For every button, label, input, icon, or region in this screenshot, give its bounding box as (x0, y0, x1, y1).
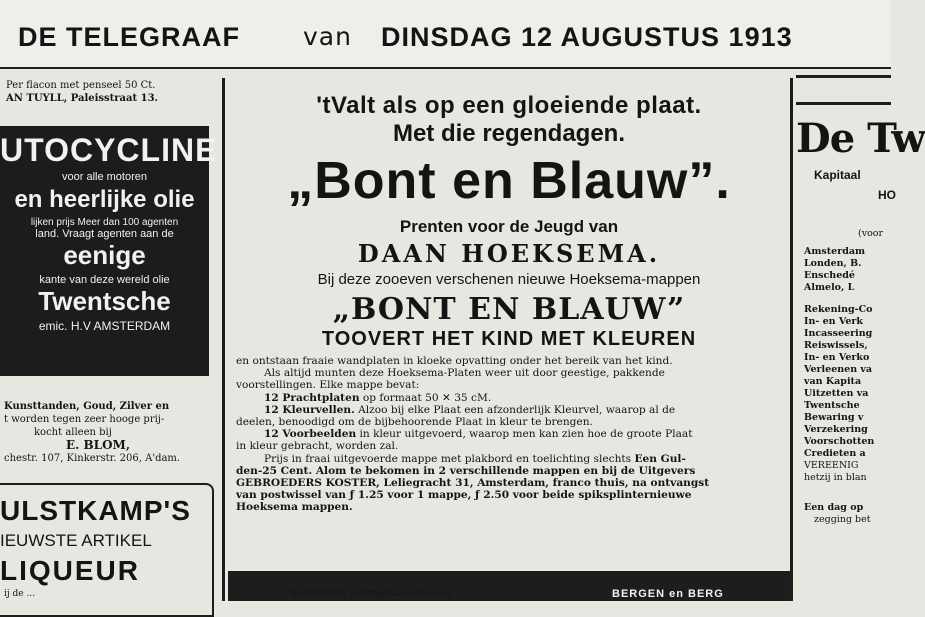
bottom-right-text: BERGEN en BERG (612, 588, 724, 600)
autocycline-brand: UTOCYCLINE (0, 132, 218, 168)
ad-title: „Bont en Blauw”. (287, 152, 731, 210)
right-l2-9: Bewaring v (804, 412, 864, 423)
right-l2-8: Twentsche (804, 400, 860, 411)
right-l2-10: Verzekering (804, 424, 868, 435)
item1-bold: 12 Prachtplaten (264, 391, 360, 404)
right-line-d: Almelo, L (804, 282, 855, 293)
tuyll-text: AN TUYLL, Paleisstraat 13. (6, 93, 159, 104)
kunst-line1: Kunsttanden, Goud, Zilver en (4, 401, 170, 412)
masthead-van: van (303, 22, 352, 51)
right-ho: HO (878, 188, 896, 202)
right-l2-14: hetzij in blan (804, 472, 867, 483)
autocycline-chem: emic. H.V AMSTERDAM (38, 319, 171, 333)
item3-cont: in kleur gebracht, worden zal. (236, 440, 399, 453)
autocycline-sub: voor alle motoren (62, 171, 147, 183)
right-zegging: zegging bet (814, 514, 871, 525)
right-line-a: Amsterdam (804, 246, 866, 257)
hulstkamp-sub: IEUWSTE ARTIKEL (0, 531, 152, 550)
p2-line: den-25 Cent. Alom te bekomen in 2 verschillende mappen en bij de Uitgevers (236, 464, 696, 477)
masthead (0, 0, 891, 70)
body-line-3: voorstellingen. Elke mappe bevat: (236, 379, 420, 392)
column-rule-left (222, 78, 225, 601)
body-line-1: en ontstaan fraaie wandplaten in kloeke opvatting onder het bereik van het kind. (236, 355, 673, 367)
bottom-left-text: ij de ... (4, 589, 36, 599)
flacon-text: Per flacon met penseel 50 Ct. (6, 80, 156, 91)
bottom-strip (0, 588, 891, 601)
item2-cont: deelen, benoodigd om de bijbehoorende Plaat in kleur te brengen. (236, 416, 593, 429)
left-column (0, 78, 222, 601)
right-l2-4: In- en Verko (804, 352, 870, 363)
right-l2-6: van Kapita (804, 376, 862, 387)
ad-bij: Bij deze zooeven verschenen nieuwe Hoeksema-mappen (317, 271, 701, 288)
right-line-c: Enschedé (804, 270, 855, 281)
ad-prenten: Prenten voor de Jeugd van (399, 217, 619, 236)
autocycline-ad (0, 126, 218, 376)
right-column (796, 78, 925, 601)
right-l2-2: Incasseering (804, 328, 873, 339)
item3-text: in kleur uitgevoerd, waarop men kan zien hoe de groote Plaat (359, 428, 693, 441)
ad-author: DAAN HOEKSEMA. (357, 239, 661, 268)
right-kapitaal: Kapitaal (814, 168, 861, 182)
right-l2-0: Rekening-Co (804, 304, 873, 315)
autocycline-line1: lijken prijs Meer dan 100 agenten (30, 217, 179, 228)
masthead-date: DINSDAG 12 AUGUSTUS 1913 (381, 22, 793, 52)
item3-bold: 12 Voorbeelden (264, 428, 357, 441)
kunst-line3: kocht alleen bij (34, 427, 112, 438)
kunst-line2: t worden tegen zeer hooge prij- (4, 414, 165, 425)
autocycline-heerlijk: en heerlijke olie (14, 186, 195, 213)
body-line-2: Als altijd munten deze Hoeksema-Platen weer uit door geestige, pakkende (264, 367, 665, 380)
autocycline-line2: land. Vraagt agenten aan de (35, 228, 174, 240)
p5-line: Hoeksema mappen. (236, 501, 353, 514)
right-l2-3: Reiswissels, (804, 340, 868, 351)
kunst-name: E. BLOM, (66, 438, 130, 452)
right-l2-13: VEREENIG (804, 460, 859, 471)
prijs-bold: Een Gul- (634, 452, 686, 465)
item2-text: Alzoo bij elke Plaat een afzonderlijk Kleurvel, waarop al de (358, 403, 676, 416)
column-rule-right (790, 78, 793, 601)
item1-text: op formaat 50 ✕ 35 cM. (362, 391, 492, 404)
ad-body (228, 355, 790, 514)
bottom-mid-text: Boekhandel, verkrijgbaar. Franco a (290, 589, 452, 599)
autocycline-eenige: eenige (63, 240, 146, 270)
masthead-rule (0, 67, 891, 69)
ad-headline-1: 'tValt als op een gloeiende plaat. (316, 92, 702, 119)
right-voor: (voor (858, 228, 884, 239)
autocycline-twentsche: Twentsche (38, 286, 171, 316)
bont-en-blauw-ad (228, 78, 790, 601)
hulstkamp-liqueur: LIQUEUR (0, 555, 140, 586)
kunst-address: chestr. 107, Kinkerstr. 206, A'dam. (4, 453, 181, 464)
right-top-band (796, 75, 891, 105)
right-l2-12: Credieten a (804, 448, 866, 459)
ad-toovert: TOOVERT HET KIND MET KLEUREN (321, 328, 697, 350)
autocycline-line3: kante van deze wereld olie (39, 274, 170, 286)
item2-bold: 12 Kleurvellen. (264, 403, 355, 416)
prijs-text: Prijs in fraai uitgevoerde mappe met plakbord en toelichting slechts (264, 452, 632, 465)
paper-name: DE TELEGRAAF (18, 22, 241, 52)
right-dag: Een dag op (804, 502, 864, 513)
right-l2-1: In- en Verk (804, 316, 863, 327)
hulstkamp-brand: ULSTKAMP'S (0, 495, 191, 526)
ad-title-2: „BONT EN BLAUW” (332, 292, 686, 327)
p4-line: van postwissel van ƒ 1.25 voor 1 mappe, ƒ 2.50 voor beide spiksplinternieuwe (236, 489, 692, 502)
right-l2-11: Voorschotten (804, 436, 875, 447)
right-line-b: Londen, B. (804, 258, 862, 269)
kunsttanden-ad (4, 400, 180, 465)
right-l2-7: Uitzetten va (804, 388, 869, 399)
right-l2-5: Verleenen va (804, 364, 873, 375)
ad-headline-2: Met die regendagen. (392, 120, 626, 147)
right-de-tw: De Tw (796, 115, 925, 162)
p3-line: GEBROEDERS KOSTER, Leliegracht 31, Amsterdam, franco thuis, na ontvangst (236, 477, 710, 490)
